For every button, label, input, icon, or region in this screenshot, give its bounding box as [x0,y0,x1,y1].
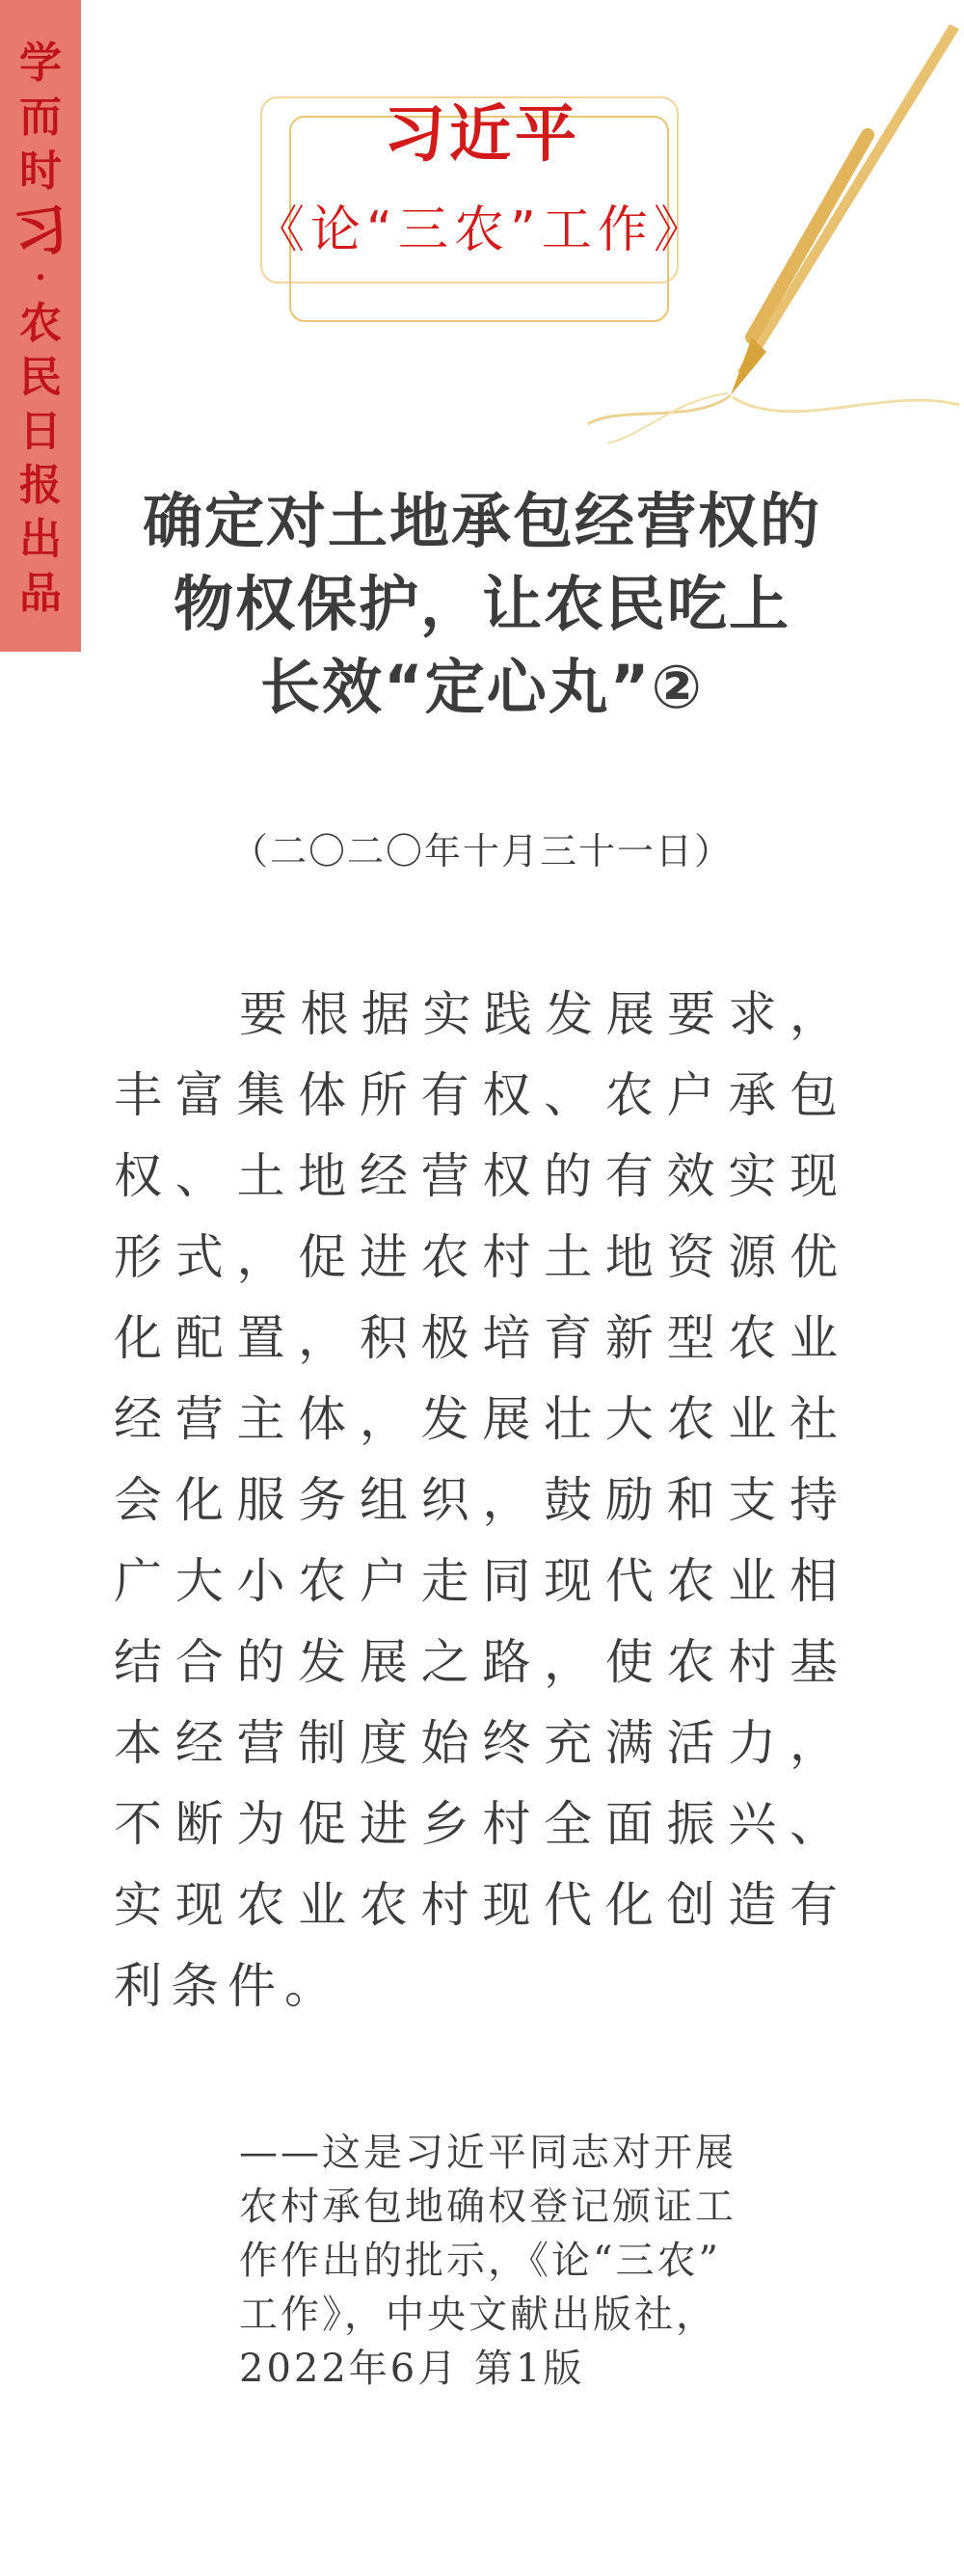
source-line: 工作》，中央文献出版社， [239,2293,717,2337]
xi-seal-icon: 习 [10,197,72,268]
side-tab-char: 民 [19,353,62,402]
title-line: 确定对土地承包经营权的 [142,486,821,556]
book-title: 《论“三农”工作》 [254,201,710,259]
title-line: 物权保护，让农民吃上 [173,569,790,639]
source-line: 2022年6月 第1版 [239,2347,585,2391]
date-line: （二〇二〇年十月三十一日） [230,830,733,872]
side-tab-char: 品 [19,569,62,618]
side-tab-char: 报 [19,461,62,510]
side-tab-char: 时 [19,147,62,196]
author-name: 习近平 [384,99,580,171]
source-citation [239,2126,837,2396]
body-paragraph: 要根据实践发展要求，丰富集体所有权、农户承包权、土地经营权的有效实现形式，促进农村土地资源优化配置，积极培育新型农业经营主体，发展壮大农业社会化服务组织，鼓励和支持广大小农户走同现代农业相结合的发展之路，使农村基本经营制度始终充满活力，不断为促进乡村全面振兴、实现农业农村现代化创造有利条件。 [114,986,846,2014]
source-line: ——这是习近平同志对开展 [239,2131,736,2175]
source-line: 作作出的批示，《论“三农” [239,2239,721,2283]
side-tab-char: 学 [19,39,62,88]
side-tab-char: 而 [19,93,62,142]
side-tab-char: 农 [19,299,62,348]
side-tab-char: 出 [19,515,62,564]
title-line: 长效“定心丸”② [260,652,704,722]
side-tab-separator: · [35,258,46,297]
page-title [96,480,868,729]
source-line: 农村承包地确权登记颁证工 [239,2185,736,2229]
side-tab-char: 日 [19,407,62,456]
